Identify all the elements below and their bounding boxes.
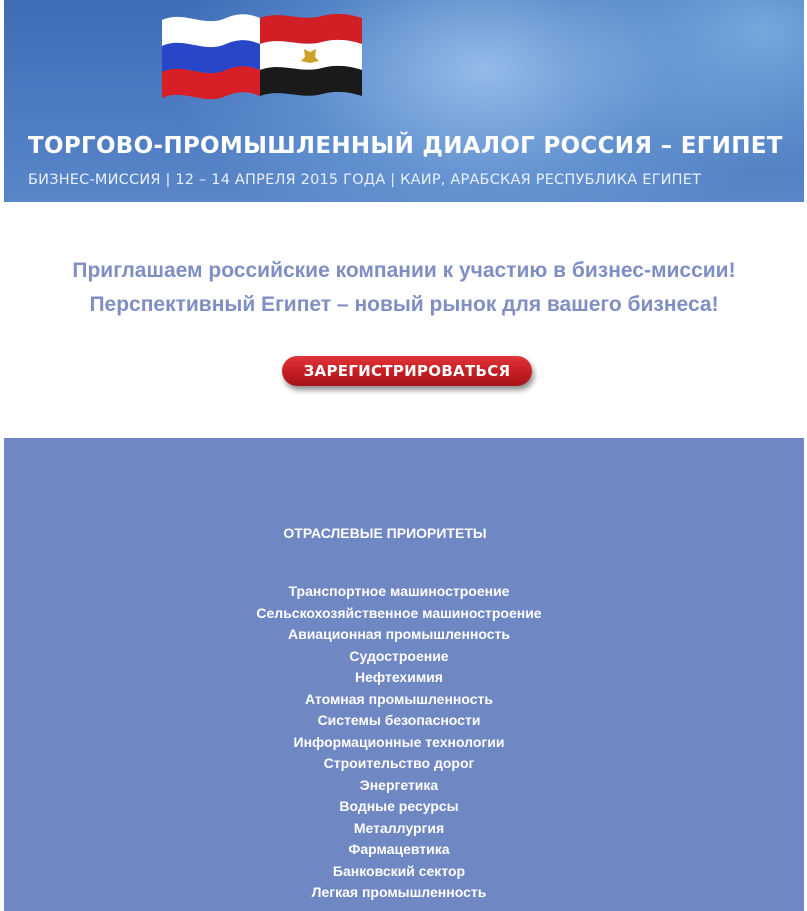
egypt-flag-icon <box>260 14 362 96</box>
list-item: Строительство дорог <box>323 755 475 771</box>
list-item: Банковский сектор <box>332 862 466 879</box>
russia-flag-icon <box>162 14 260 99</box>
sectors-list <box>4 581 794 904</box>
list-item: Атомная промышленность <box>304 690 493 707</box>
list-item: Металлургия <box>353 819 445 836</box>
invite-headline: Приглашаем российские компании к участию в бизнес-миссии! <box>72 259 736 282</box>
banner-title: ТОРГОВО-ПРОМЫШЛЕННЫЙ ДИАЛОГ РОССИЯ – ЕГИПЕТ <box>28 133 783 159</box>
flags-icon <box>154 6 374 106</box>
list-item: Фармацевтика <box>348 841 450 857</box>
sectors-title: ОТРАСЛЕВЫЕ ПРИОРИТЕТЫ <box>283 525 487 541</box>
list-item: Легкая промышленность <box>311 884 487 900</box>
invite-section <box>4 202 804 438</box>
list-item: Судостроение <box>349 647 449 664</box>
list-item: Авиационная промышленность <box>287 626 510 642</box>
list-item: Нефтехимия <box>355 669 443 685</box>
list-item: Транспортное машиностроение <box>288 583 510 599</box>
list-item: Информационные технологии <box>293 733 505 750</box>
register-button[interactable]: ЗАРЕГИСТРИРОВАТЬСЯ <box>282 356 532 386</box>
list-item: Системы безопасности <box>317 712 481 728</box>
list-item: Сельскохозяйственное машиностроение <box>256 604 542 621</box>
sectors-section <box>4 438 804 911</box>
invite-subheadline: Перспективный Египет – новый рынок для вашего бизнеса! <box>89 293 719 316</box>
list-item: Энергетика <box>359 776 439 793</box>
header-banner <box>4 0 804 202</box>
banner-subtitle: БИЗНЕС-МИССИЯ | 12 – 14 АПРЕЛЯ 2015 ГОДА | КАИР, АРАБСКАЯ РЕСПУБЛИКА ЕГИПЕТ <box>28 172 702 188</box>
list-item: Водные ресурсы <box>339 798 459 814</box>
page <box>4 0 804 900</box>
